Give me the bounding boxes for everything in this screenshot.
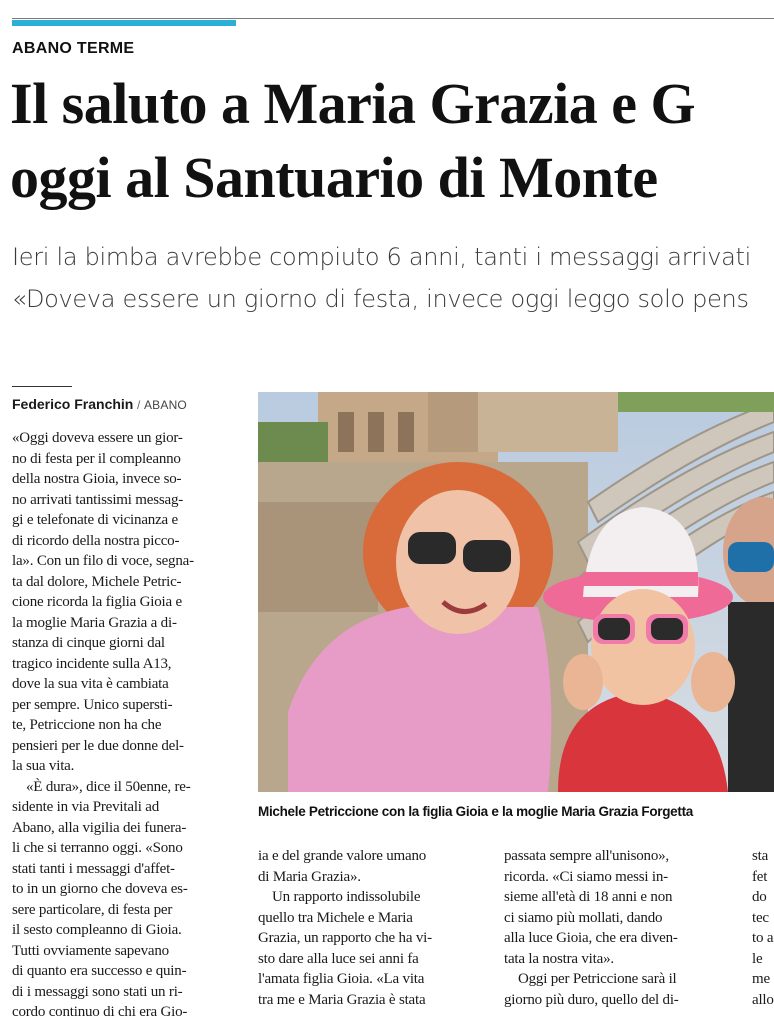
article-text-line: sere particolare, di festa per [12,901,173,918]
article-text-line: «È dura», dice il 50enne, re- [26,778,191,795]
byline-rule [12,386,72,387]
top-rule [12,18,774,19]
photo-illustration [258,392,774,792]
article-text-line: sto dare alla luce sei anni fa [258,950,419,967]
article-text-line: il sesto compleanno di Gioia. [12,922,182,938]
article-photo [258,392,774,792]
article-text-line: di quanto era successo e quin- [12,963,187,979]
article-text-line: sta [752,848,769,864]
section-kicker: ABANO TERME [12,40,135,57]
article-text-line: Un rapporto indissolubile [272,889,421,905]
article-text-line: la moglie Maria Grazia a di- [12,614,177,631]
article-text-line: fet [752,868,768,885]
headline-line-2: oggi al Santuario di Monte [10,145,658,210]
article-text-line: allo [752,991,774,1008]
deck-line-1: Ieri la bimba avrebbe compiuto 6 anni, tanti i messaggi arrivati [12,243,751,271]
article-text-line: le [752,950,763,967]
article-text-line: giorno più duro, quello del di- [504,991,679,1008]
article-text-line: la sua vita. [12,758,75,774]
photo-caption: Michele Petriccione con la figlia Gioia e la moglie Maria Grazia Forgetta [258,804,693,819]
byline-author: Federico Franchin [12,396,134,412]
article-text-line: pensieri per le due donne del- [12,737,184,754]
article-text-line: Tutti ovviamente sapevano [12,942,169,959]
article-text-line: tragico incidente sulla A13, [12,655,172,672]
byline [12,396,187,412]
article-text-line: di i messaggi sono stati un ri- [12,983,183,1000]
article-text-line: «Oggi doveva essere un gior- [12,430,183,446]
article-text-line: no arrivati tantissimi messag- [12,491,184,508]
byline-separator: / [136,398,141,412]
article-text-line: gi e telefonate di vicinanza e [12,512,178,528]
article-text-line: della nostra Gioia, invece so- [12,471,182,487]
article-text-line: la». Con un filo di voce, segna- [12,553,194,569]
article-text-line: tec [752,909,769,926]
article-text-line: per sempre. Unico supersti- [12,696,173,713]
article-column-4 [752,846,774,1010]
article-text-line: to a [752,930,774,946]
article-column-3 [504,846,736,1010]
article-text-line: no di festa per il compleanno [12,450,181,467]
article-text-line: di ricordo della nostra picco- [12,532,180,549]
article-text-line: Oggi per Petriccione sarà il [518,971,677,987]
article-text-line: tata la nostra vita». [504,950,614,967]
article-text-line: ci siamo più mollati, dando [504,909,663,926]
article-text-line: quello tra Michele e Maria [258,909,413,926]
deck-line-2: «Doveva essere un giorno di festa, invece oggi leggo solo pens [12,285,749,313]
article-text-line: ricorda. «Ci siamo messi in- [504,868,668,885]
article-text-line: cordo continuo di chi era Gio- [12,1004,188,1020]
article-text-line: cione ricorda la figlia Gioia e [12,594,182,610]
article-text-line: ia e del grande valore umano [258,848,427,864]
article-text-line: stati tanti i messaggi d'affet- [12,860,175,877]
article-text-line: passata sempre all'unisono», [504,848,669,864]
article-text-line: ta dal dolore, Michele Petric- [12,573,182,590]
article-text-line: me [752,971,770,987]
article-text-line: sieme all'età di 18 anni e non [504,889,673,905]
byline-location: ABANO [143,398,187,412]
headline-line-1: Il saluto a Maria Grazia e G [10,71,696,136]
article-column-1 [12,428,248,1023]
article-text-line: li che si terranno oggi. «Sono [12,840,183,856]
article-column-2 [258,846,488,1010]
article-text-line: dove la sua vita è cambiata [12,676,169,692]
article-text-line: sidente in via Previtali ad [12,799,160,815]
article-text-line: te, Petriccione non ha che [12,717,162,733]
article-text-line: do [752,889,767,905]
article-text-line: Grazia, un rapporto che ha vi- [258,930,432,946]
article-text-line: alla luce Gioia, che era diven- [504,930,678,946]
article-text-line: l'amata figlia Gioia. «La vita [258,971,425,987]
article-text-line: tra me e Maria Grazia è stata [258,991,426,1008]
accent-rule [12,20,236,26]
article-text-line: di Maria Grazia». [258,868,361,885]
article-text-line: to in un giorno che doveva es- [12,881,188,897]
article-text-line: Abano, alla vigilia dei funera- [12,819,187,836]
article-text-line: stanza di cinque giorni dal [12,635,165,651]
